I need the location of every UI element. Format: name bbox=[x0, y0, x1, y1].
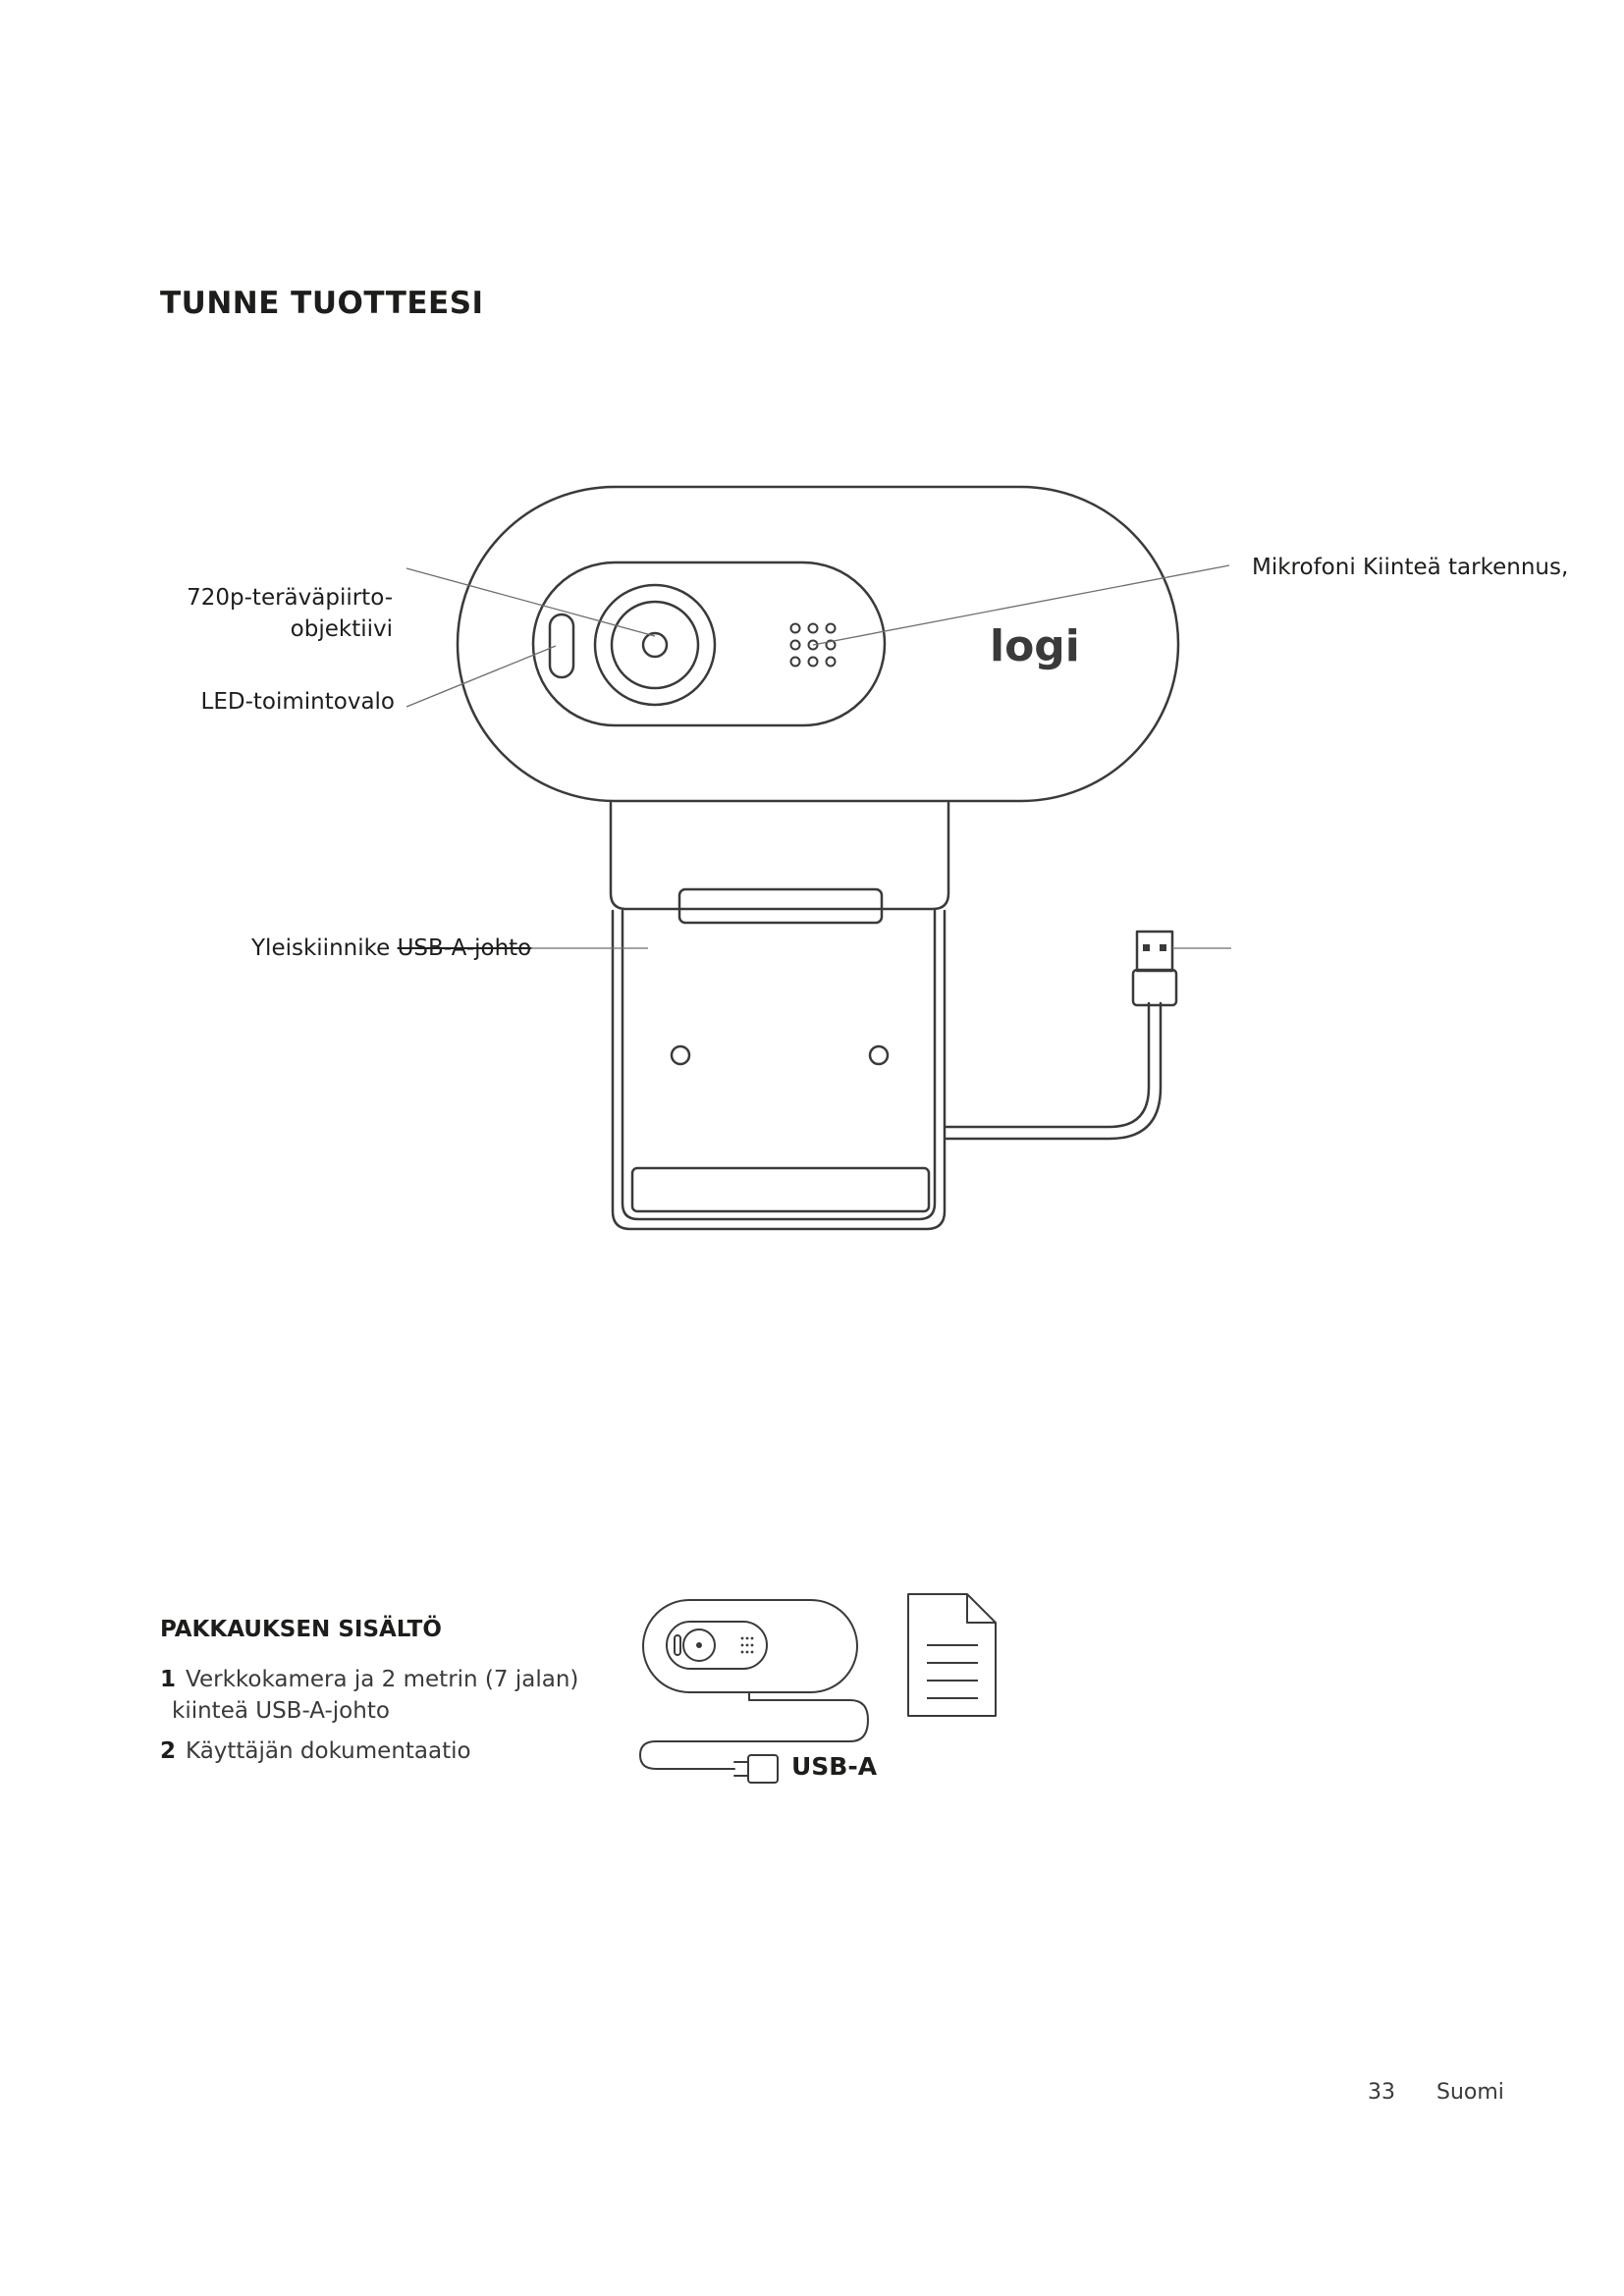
page-number: 33 bbox=[1368, 2080, 1395, 2105]
usb-a-label: USB-A bbox=[791, 1752, 878, 1781]
mini-usb-plug bbox=[748, 1755, 778, 1783]
package-heading: PAKKAUKSEN SISÄLTÖ bbox=[160, 1617, 442, 1642]
mini-mic-dots bbox=[696, 1637, 753, 1654]
label-lens-line1: 720p-teräväpiirto- bbox=[187, 585, 393, 611]
label-led: LED-toimintovalo bbox=[200, 689, 395, 715]
mini-usb-neck bbox=[734, 1762, 748, 1776]
page-title: TUNNE TUOTTEESI bbox=[160, 286, 484, 321]
package-item-2-line1: Käyttäjän dokumentaatio bbox=[186, 1738, 471, 1764]
label-cable: USB-A-johto bbox=[397, 935, 532, 961]
label-lens-line2: objektiivi bbox=[290, 616, 393, 642]
package-item-2-number: 2 bbox=[160, 1738, 177, 1764]
label-mount: Yleiskiinnike bbox=[251, 935, 391, 961]
label-mic: Mikrofoni Kiinteä tarkennus, bbox=[1252, 555, 1569, 580]
mini-led bbox=[675, 1635, 680, 1655]
footer-language: Suomi bbox=[1436, 2080, 1504, 2105]
package-item-1-number: 1 bbox=[160, 1667, 177, 1692]
document-lines bbox=[927, 1645, 978, 1698]
package-item-1-line1: Verkkokamera ja 2 metrin (7 jalan) bbox=[186, 1667, 579, 1692]
camera-logo: logi bbox=[990, 621, 1080, 671]
package-item-1-line2: kiinteä USB-A-johto bbox=[172, 1698, 390, 1724]
